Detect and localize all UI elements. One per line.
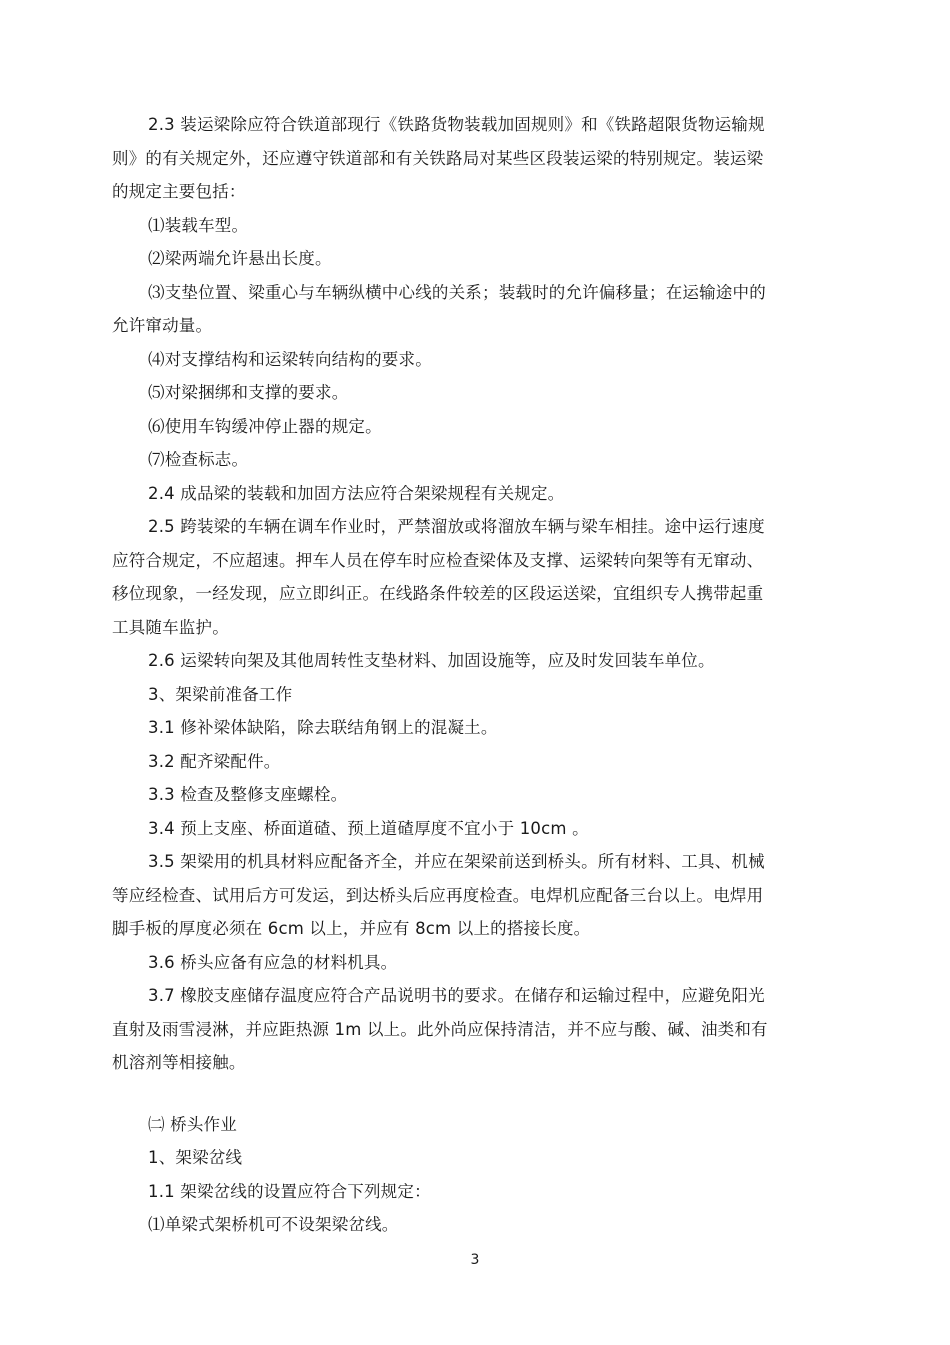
paragraph-2-5-line-4: 工具随车监护。 [112,617,229,637]
paragraph-2-5-line-1: 2.5 跨装梁的车辆在调车作业时，严禁溜放或将溜放车辆与梁车相挂。途中运行速度 [148,517,765,536]
paragraph-3-5-line-3: 脚手板的厚度必须在 6cm 以上，并应有 8cm 以上的搭接长度。 [112,919,591,938]
paragraph-3-3: 3.3 检查及整修支座螺栓。 [148,785,348,804]
paragraph-3-5-line-1: 3.5 架梁用的机具材料应配备齐全，并应在架梁前送到桥头。所有材料、工具、机械 [148,852,765,871]
paragraph-3-1: 3.1 修补梁体缺陷，除去联结角钢上的混凝土。 [148,718,498,737]
list-item-3-line-1: ⑶支垫位置、梁重心与车辆纵横中心线的关系；装载时的允许偏移量；在运输途中的 [148,282,766,302]
list-item-1-1-1: ⑴单梁式架桥机可不设架梁岔线。 [148,1215,399,1234]
list-item-2: ⑵梁两端允许悬出长度。 [148,249,332,268]
paragraph-2-4: 2.4 成品梁的装载和加固方法应符合架梁规程有关规定。 [148,483,565,503]
paragraph-2-3-line-3: 的规定主要包括： [112,182,246,201]
paragraph-3-7-line-3: 机溶剂等相接触。 [112,1053,246,1072]
section-heading-2: ㈡ 桥头作业 [148,1114,237,1134]
paragraph-3-4: 3.4 预上支座、桥面道碴、预上道碴厚度不宜小于 10cm 。 [148,818,589,838]
paragraph-1-1: 1.1 架梁岔线的设置应符合下列规定： [148,1181,431,1201]
paragraph-3-7-line-2: 直射及雨雪浸淋，并应距热源 1m 以上。此外尚应保持清洁，并不应与酸、碱、油类和有 [112,1019,768,1039]
paragraph-2-6: 2.6 运梁转向架及其他周转性支垫材料、加固设施等，应及时发回装车单位。 [148,651,715,670]
paragraph-3-2: 3.2 配齐梁配件。 [148,751,281,771]
paragraph-spacer [112,1080,834,1108]
paragraph-2-3-line-1: 2.3 装运梁除应符合铁道部现行《铁路货物装载加固规则》和《铁路超限货物运输规 [148,115,765,134]
paragraph-3-7-line-1: 3.7 橡胶支座储存温度应符合产品说明书的要求。在储存和运输过程中，应避免阳光 [148,986,765,1005]
subsection-heading-1: 1、架梁岔线 [148,1148,243,1167]
paragraph-3-6: 3.6 桥头应备有应急的材料机具。 [148,952,398,972]
paragraph-2-5-line-2: 应符合规定，不应超速。押车人员在停车时应检查梁体及支撑、运梁转向架等有无窜动、 [112,550,764,570]
page-number: 3 [470,1252,480,1268]
paragraph-2-5-line-3: 移位现象，一经发现，应立即纠正。在线路条件较差的区段运送梁，宜组织专人携带起重 [112,584,764,603]
paragraph-3-5-line-2: 等应经检查、试用后方可发运，到达桥头后应再度检查。电焊机应配备三台以上。电焊用 [112,885,764,905]
list-item-3-line-2: 允许窜动量。 [112,316,213,335]
list-item-6: ⑹使用车钩缓冲停止器的规定。 [148,416,382,436]
list-item-7: ⑺检查标志。 [148,450,249,469]
document-body [112,108,834,1242]
list-item-1: ⑴装载车型。 [148,215,249,235]
section-heading-3: 3、架梁前准备工作 [148,684,293,704]
list-item-5: ⑸对梁捆绑和支撑的要求。 [148,383,349,402]
paragraph-2-3-line-2: 则》的有关规定外，还应遵守铁道部和有关铁路局对某些区段装运梁的特别规定。装运梁 [112,148,764,168]
list-item-4: ⑷对支撑结构和运梁转向结构的要求。 [148,349,432,369]
